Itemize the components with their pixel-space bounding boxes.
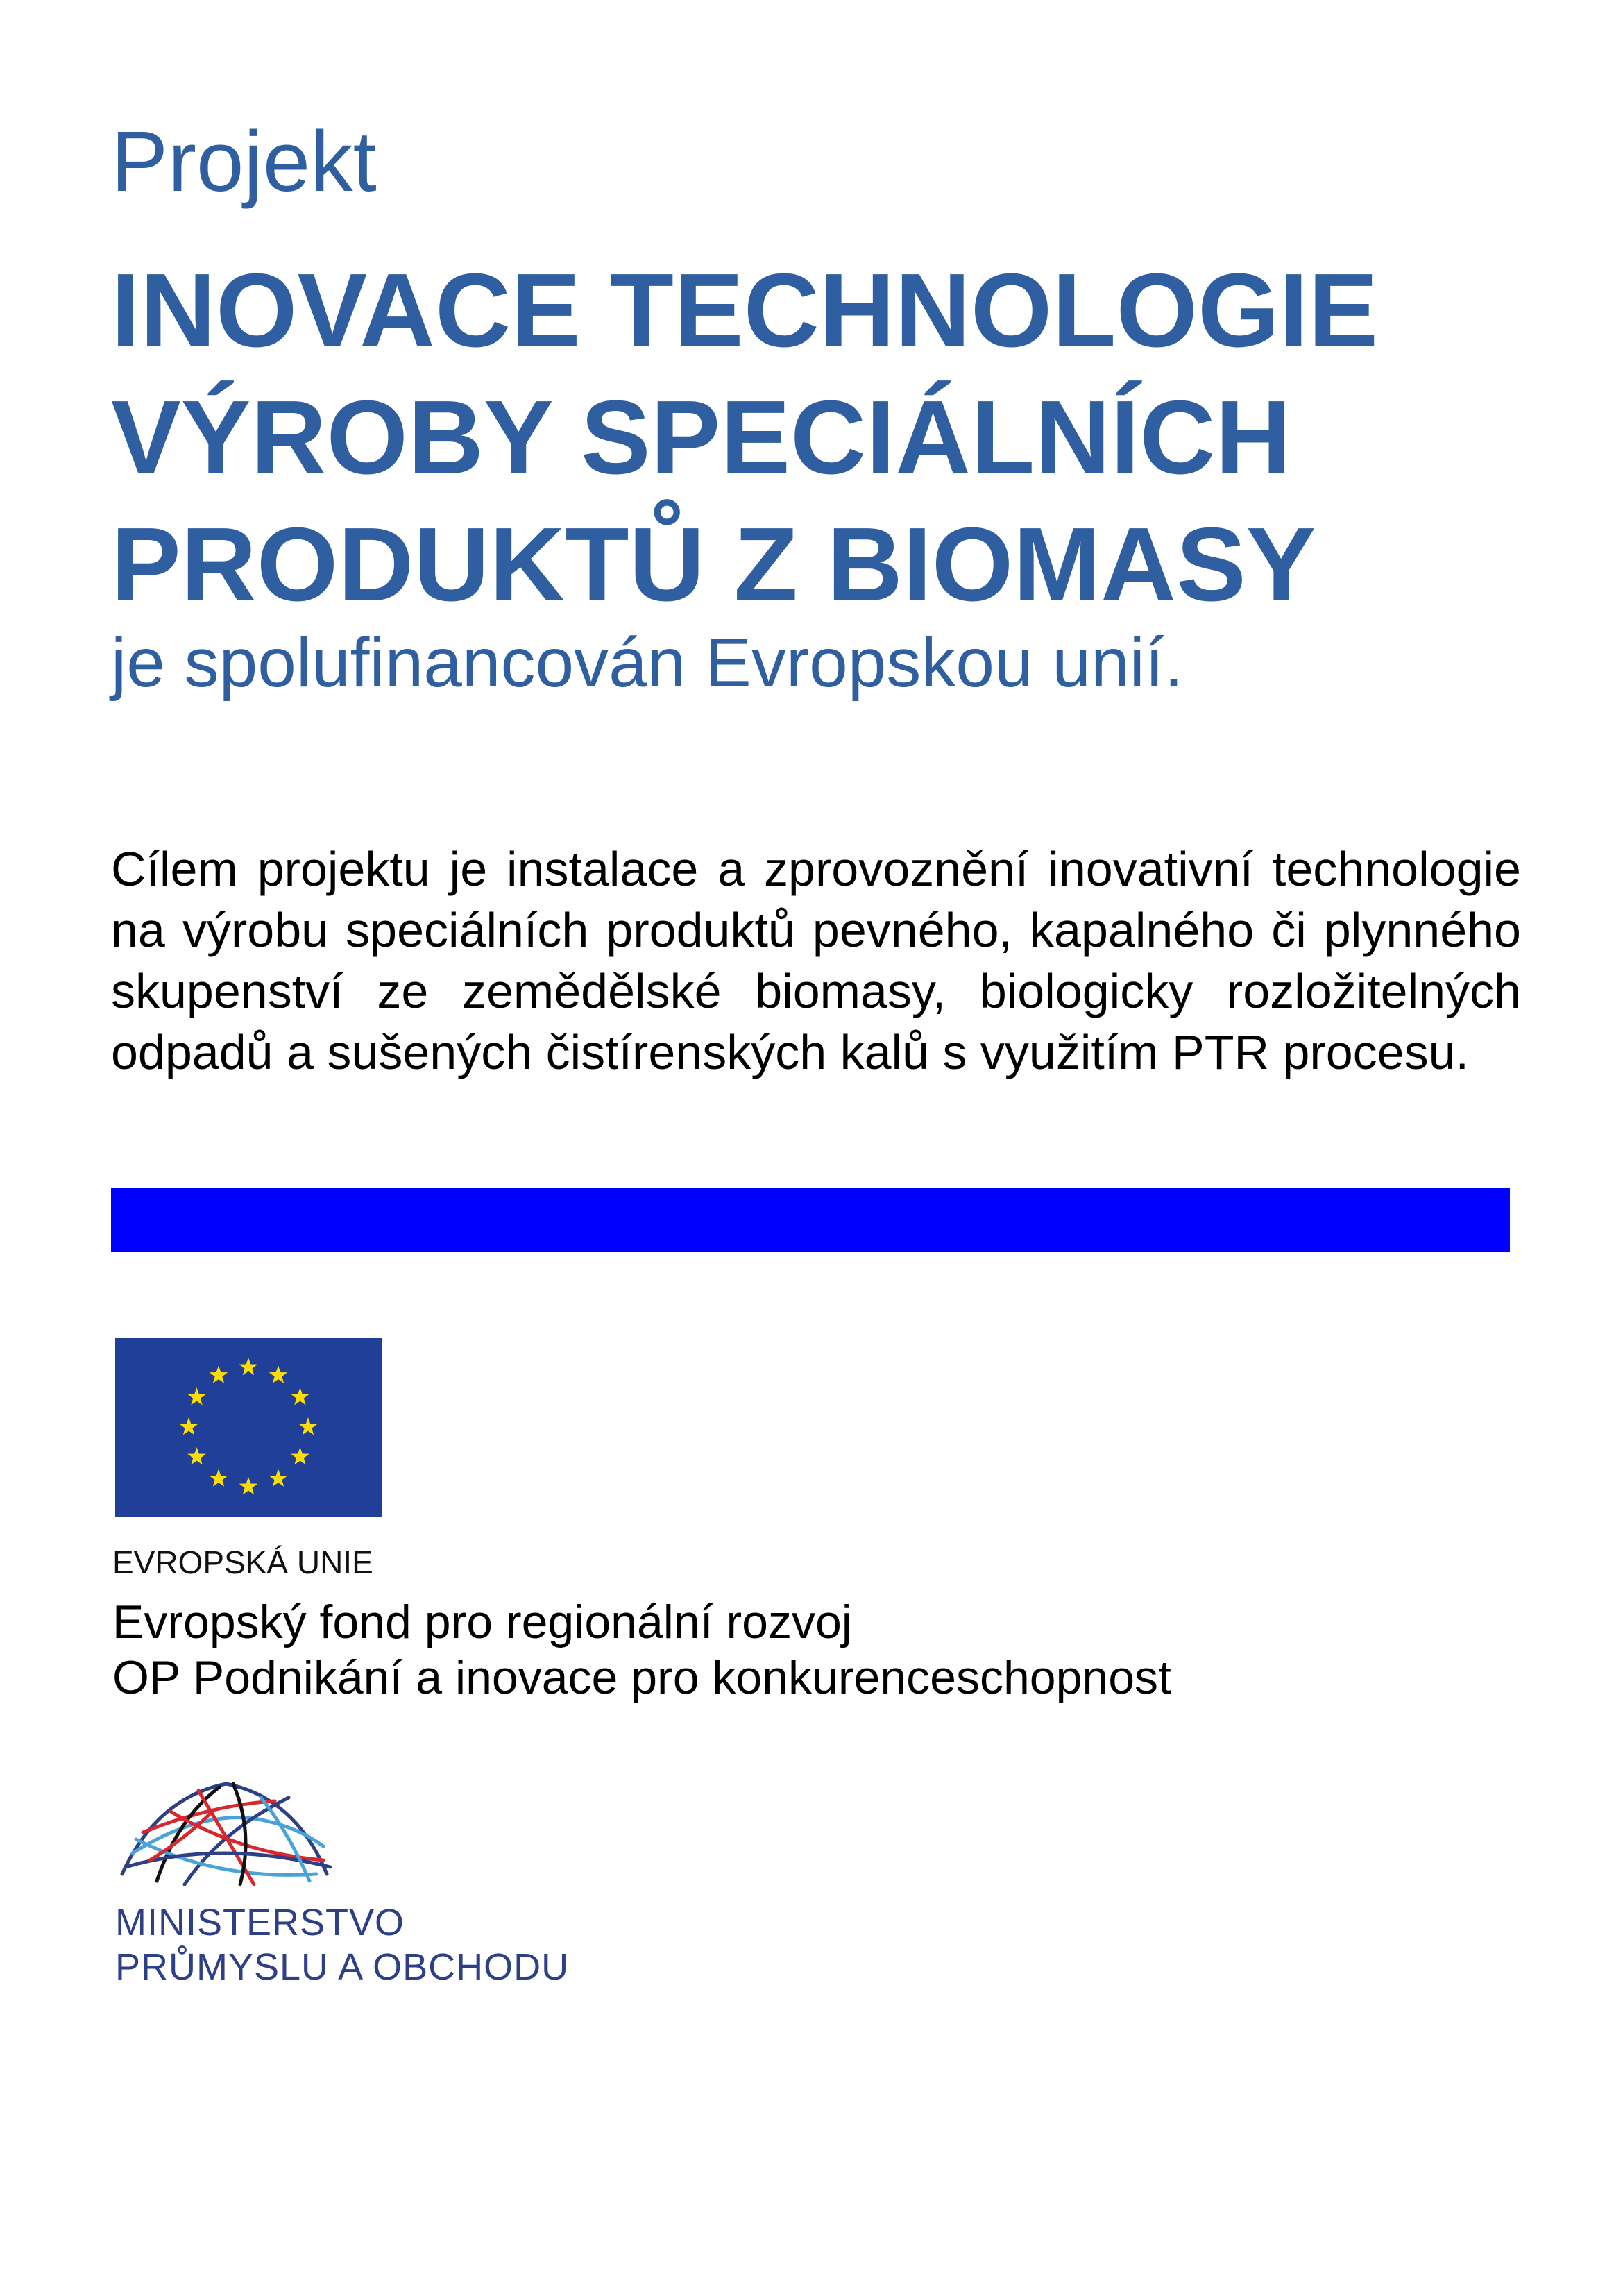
programme-name: OP Podnikání a inovace pro konkurenceschopnost [112, 1651, 1171, 1704]
ministry-globe-logo [115, 1770, 337, 1888]
ministry-name [115, 1900, 569, 1989]
project-intro: Projekt [111, 115, 377, 210]
project-title [111, 246, 1378, 627]
title-line: PRODUKTŮ Z BIOMASY [111, 505, 1316, 623]
ministry-name-line: PRŮMYSLU A OBCHODU [115, 1946, 570, 1988]
title-line: VÝROBY SPECIÁLNÍCH [111, 378, 1291, 496]
cofinancing-statement: je spolufinancován Evropskou unií. [111, 624, 1184, 702]
blue-divider-bar [111, 1188, 1510, 1252]
fund-name: Evropský fond pro regionální rozvoj [112, 1596, 852, 1648]
project-description: Cílem projektu je instalace a zprovoznění inovativní technologie na výrobu speciálních produktů pevného, kapalného či plynného skupenství ze zemědělské biomasy, biologicky rozložitelných odpadů a sušených čistírenských kalů s využitím PTR procesu. [111, 842, 1521, 1079]
title-line: INOVACE TECHNOLOGIE [111, 251, 1379, 369]
eu-flag-icon [115, 1338, 382, 1517]
eu-label: EVROPSKÁ UNIE [112, 1544, 373, 1580]
ministry-name-line: MINISTERSTVO [115, 1902, 405, 1943]
